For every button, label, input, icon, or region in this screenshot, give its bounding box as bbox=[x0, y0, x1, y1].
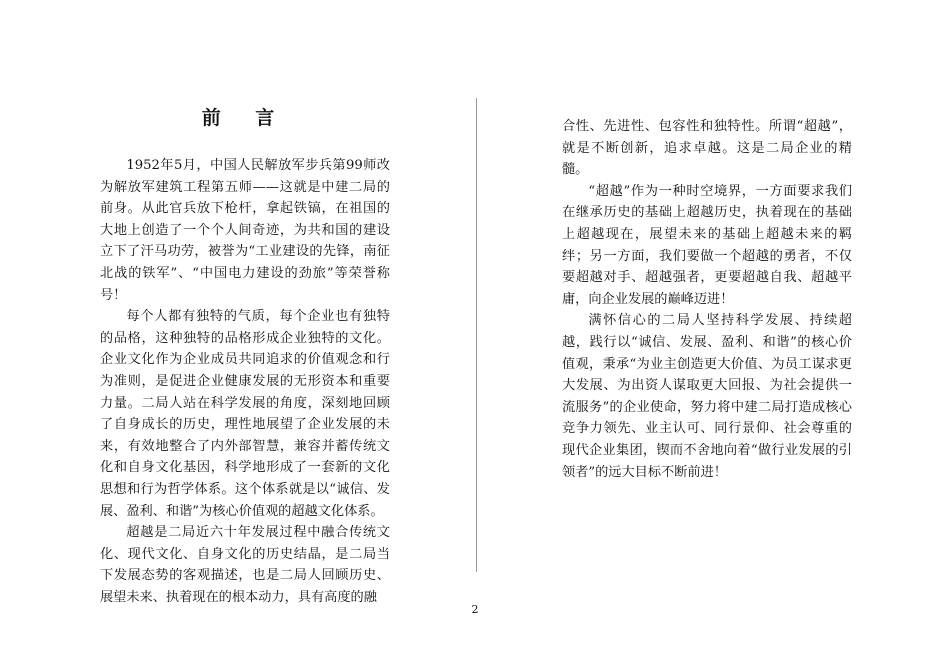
right-text-column bbox=[562, 116, 852, 483]
paragraph-transcendence: 超越是二局近六十年发展过程中融合传统文化、现代文化、自身文化的历史结晶，是二局当下发展态势的客观描述，也是二局人回顾历史、展望未来、执着现在的根本动力，具有高度的融 bbox=[100, 525, 390, 605]
left-text-column bbox=[100, 155, 390, 608]
page-number: 2 bbox=[471, 603, 479, 616]
paragraph-space-time: “超越”作为一种时空境界，一方面要求我们在继承历史的基础上超越历史，执着现在的基础上超越现在，展望未来的基础上超越未来的羁绊；另一方面，我们要做一个超越的勇者，不仅要超越对手、超越强者，更要超越自我、超越平庸，向企业发展的巅峰迈进！ bbox=[562, 183, 852, 307]
column-divider bbox=[476, 98, 477, 572]
paragraph-mission: 满怀信心的二局人坚持科学发展、持续超越，践行以“诚信、发展、盈利、和谐”的核心价值观，秉承“为业主创造更大价值、为员工谋求更大发展、为出资人谋取更大回报、为社会提供一流服务”的企业使命，努力将中建二局打造成核心竞争力领先、业主认可、同行景仰、社会尊重的现代企业集团，锲而不舍地向着“做行业发展的引领者”的远大目标不断前进！ bbox=[562, 313, 852, 480]
paragraph-history: 1952年5月，中国人民解放军步兵第99师改为解放军建筑工程第五师——这就是中建二局的前身。从此官兵放下枪杆，拿起铁镐，在祖国的大地上创造了一个个人间奇迹，为共和国的建设立下了汗马功劳，被誉为“工业建设的先锋，南征北战的铁军”、“中国电力建设的劲旅”等荣誉称号！ bbox=[100, 158, 390, 303]
paragraph-culture: 每个人都有独特的气质，每个企业也有独特的品格，这种独特的品格形成企业独特的文化。企业文化作为企业成员共同追求的价值观念和行为准则，是促进企业健康发展的无形资本和重要力量。二局人站在科学发展的角度，深刻地回顾了自身成长的历史，理性地展望了企业发展的未来，有效地整合了内外部智慧，兼容并蓄传统文化和自身文化基因，科学地形成了一套新的文化思想和行为哲学体系。这个体系就是以“诚信、发展、盈利、和谐”为核心价值观的超越文化体系。 bbox=[100, 309, 390, 519]
paragraph-continuation: 合性、先进性、包容性和独特性。所谓“超越”，就是不断创新，追求卓越。这是二局企业的精髓。 bbox=[562, 119, 852, 178]
page-title: 前 言 bbox=[201, 107, 289, 129]
